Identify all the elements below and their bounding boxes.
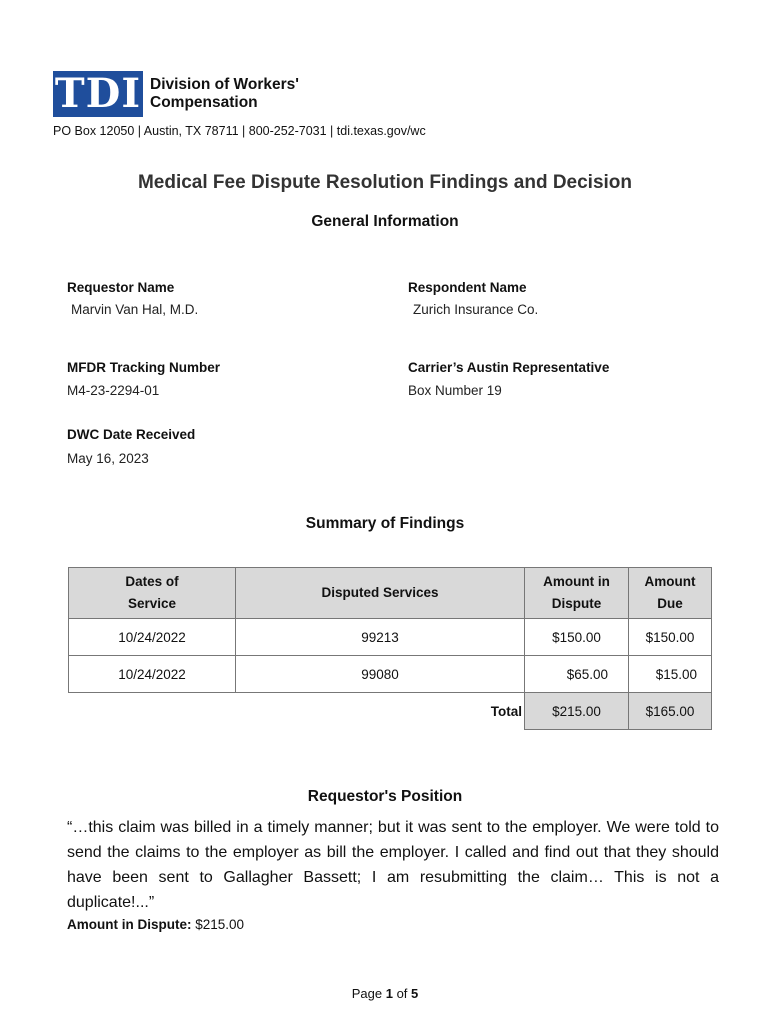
amount-in-dispute-label: Amount in Dispute: — [67, 917, 192, 932]
summary-heading: Summary of Findings — [305, 515, 465, 532]
table-row — [69, 619, 712, 656]
tdi-logo: TDI — [54, 70, 142, 117]
carrier-representative-label: Carrier’s Austin Representative — [408, 360, 610, 375]
division-name — [150, 76, 299, 112]
findings-table — [68, 567, 712, 730]
col-amount-in-dispute: Amount in Dispute — [525, 568, 629, 619]
amount-in-dispute-value: $215.00 — [195, 917, 245, 932]
col-amount-due: Amount Due — [629, 568, 712, 619]
row-due: $15.00 — [629, 656, 712, 693]
contact-line: PO Box 12050 | Austin, TX 78711 | 800-252-7031 | tdi.texas.gov/wc — [53, 124, 426, 138]
row-dispute: $150.00 — [525, 619, 629, 656]
requestor-position-heading: Requestor's Position — [307, 788, 463, 805]
requestor-position-quote: “…this claim was billed in a timely manner; but it was sent to the employer. We were told to send the claims to the employer as bill the employer. I called and find out that they should have been sent to Gallagher Bassett; I am resubmitting the claim… This is not a duplicate!...” — [67, 819, 719, 911]
total-label: Total — [490, 703, 522, 719]
respondent-name-label: Respondent Name — [408, 280, 527, 295]
of-word: of — [396, 986, 408, 1001]
tracking-number-label: MFDR Tracking Number — [67, 360, 221, 375]
tracking-number-value: M4-23-2294-01 — [67, 383, 160, 398]
date-received-value: May 16, 2023 — [67, 451, 149, 466]
respondent-name-value: Zurich Insurance Co. — [413, 302, 539, 317]
row-date: 10/24/2022 — [69, 656, 236, 693]
col-disputed-services: Disputed Services — [236, 568, 525, 619]
table-row — [69, 656, 712, 693]
col-dates-of-service: Dates of Service — [69, 568, 236, 619]
page-current: 1 — [385, 986, 393, 1001]
page-number — [0, 986, 770, 1001]
carrier-representative-value: Box Number 19 — [408, 383, 502, 398]
page-word: Page — [351, 986, 383, 1001]
requestor-name-label: Requestor Name — [67, 280, 175, 295]
amount-in-dispute-line — [67, 917, 244, 932]
row-dispute: $65.00 — [525, 656, 629, 693]
total-dispute: $215.00 — [525, 693, 629, 730]
table-header-row — [69, 568, 712, 619]
document-title: Medical Fee Dispute Resolution Findings and Decision — [137, 172, 633, 193]
division-line-1: Division of Workers' — [150, 76, 299, 93]
row-date: 10/24/2022 — [69, 619, 236, 656]
division-line-2: Compensation — [150, 94, 258, 111]
date-received-label: DWC Date Received — [67, 427, 196, 442]
total-due: $165.00 — [629, 693, 712, 730]
requestor-name-value: Marvin Van Hal, M.D. — [71, 302, 199, 317]
total-row — [69, 693, 712, 730]
row-due: $150.00 — [629, 619, 712, 656]
general-information-heading: General Information — [311, 213, 459, 230]
page-total: 5 — [411, 986, 419, 1001]
row-service: 99213 — [236, 619, 525, 656]
row-service: 99080 — [236, 656, 525, 693]
